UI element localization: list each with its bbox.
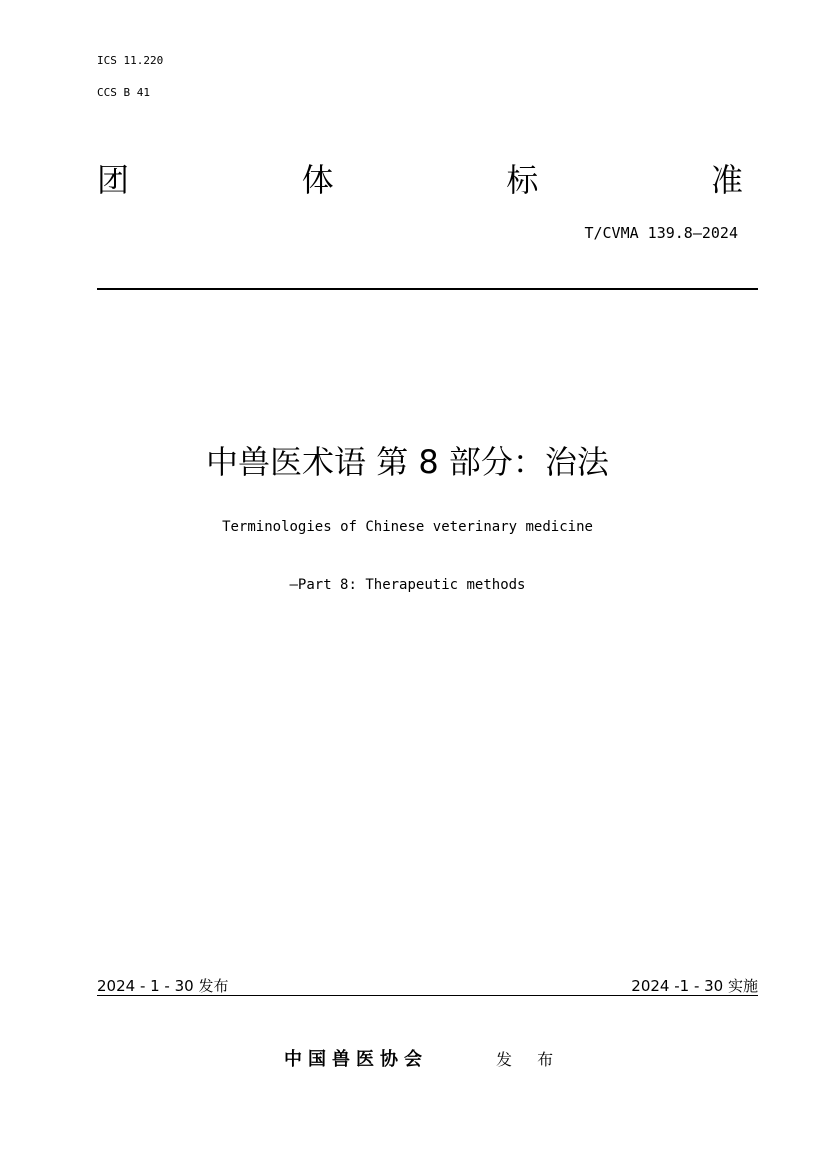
english-title-line-2: —Part 8: Therapeutic methods (289, 577, 526, 593)
standard-type-char: 标 (506, 161, 539, 199)
chinese-title: 中兽医术语 第 8 部分：治法 (206, 443, 609, 481)
header-divider (97, 288, 758, 290)
standard-type-char: 准 (710, 161, 743, 199)
implementation-date: 2024 -1 - 30 实施 (631, 977, 758, 995)
release-date: 2024 - 1 - 30 发布 (97, 977, 229, 995)
publish-label: 发 布 (496, 1050, 564, 1069)
standard-type-heading (97, 160, 743, 200)
ccs-code: CCS B 41 (97, 86, 150, 99)
publisher-name: 中国兽医协会 (284, 1049, 428, 1070)
standard-type-char: 体 (301, 161, 334, 199)
english-title-line-1: Terminologies of Chinese veterinary medicine (222, 519, 593, 535)
standard-type-char: 团 (97, 161, 130, 199)
footer-divider (97, 995, 758, 996)
standard-number: T/CVMA 139.8—2024 (584, 224, 738, 242)
ics-code: ICS 11.220 (97, 54, 164, 67)
